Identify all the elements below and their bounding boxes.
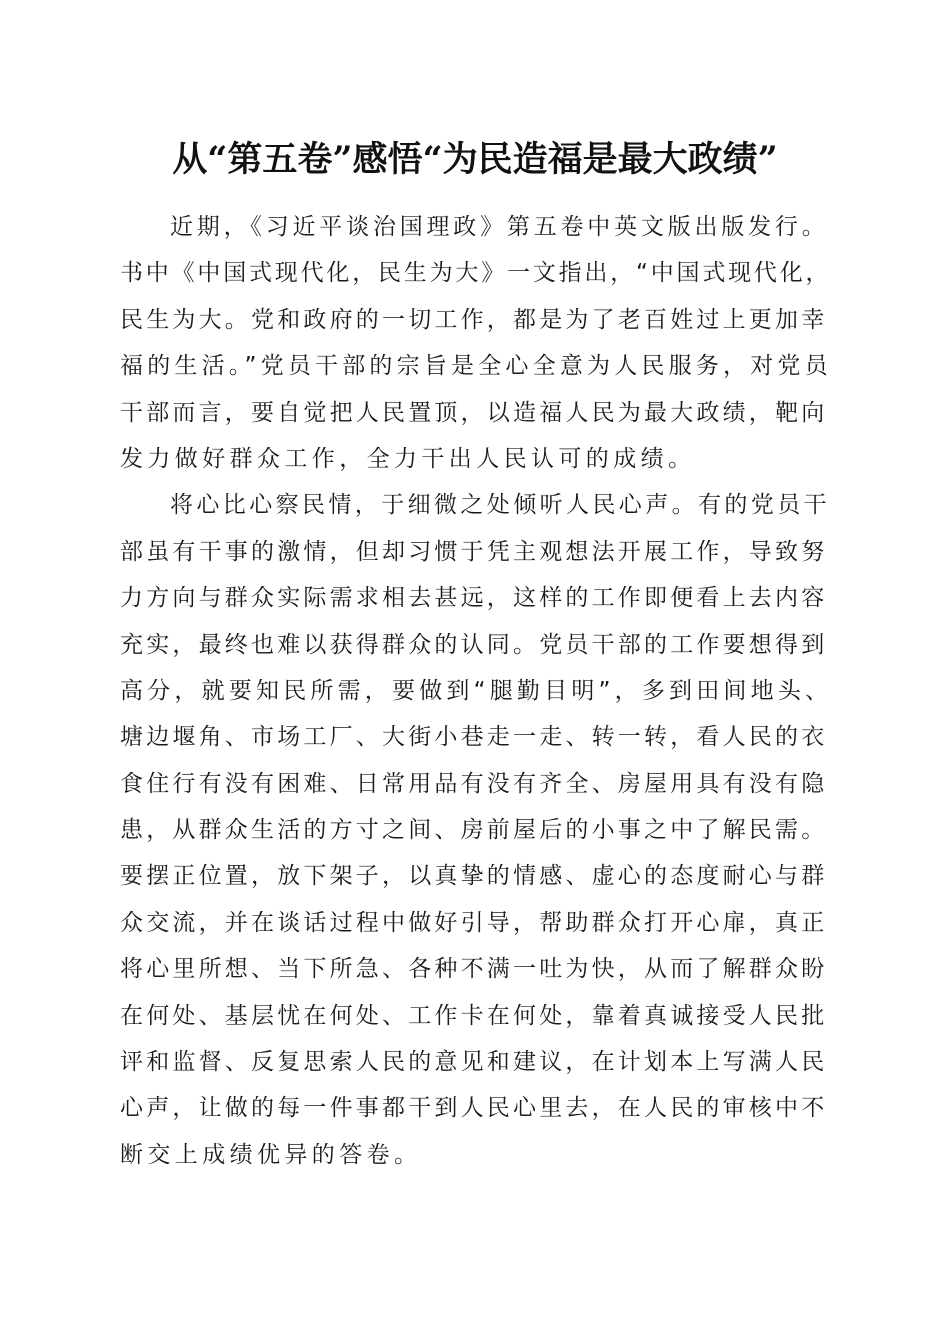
text-line: 将心比心察民情，于细微之处倾听人民心声。有的党员干 bbox=[170, 492, 830, 519]
text-line: 近期，《习近平谈治国理政》第五卷中英文版出版发行。 bbox=[170, 214, 829, 240]
text-line: 将心里所想、当下所急、各种不满一吐为快，从而了解群众盼 bbox=[120, 956, 828, 983]
text-line: 食住行有没有困难、日常用品有没有齐全、房屋用具有没有隐 bbox=[120, 770, 828, 797]
text-line: 力方向与群众实际需求相去甚远，这样的工作即便看上去内容 bbox=[120, 585, 828, 612]
text-line: 充实，最终也难以获得群众的认同。党员干部的工作要想得到 bbox=[120, 631, 828, 658]
paragraph-1 bbox=[120, 204, 832, 482]
page-title: 从“第五卷”感悟“为民造福是最大政绩” bbox=[172, 139, 778, 180]
text-line: 众交流，并在谈话过程中做好引导，帮助群众打开心扉，真正 bbox=[120, 909, 828, 936]
text-line: 断交上成绩优异的答卷。 bbox=[120, 1141, 422, 1168]
article-body bbox=[120, 204, 832, 1178]
text-line: 书中《中国式现代化，民生为大》一文指出，“中国式现代化， bbox=[120, 260, 832, 287]
text-line: 在何处、基层忧在何处、工作卡在何处，靠着真诚接受人民批 bbox=[120, 1002, 828, 1029]
text-line: 福的生活。”党员干部的宗旨是全心全意为人民服务，对党员 bbox=[120, 353, 832, 380]
text-line: 评和监督、反复思索人民的意见和建议，在计划本上写满人民 bbox=[120, 1049, 828, 1076]
text-line: 干部而言，要自觉把人民置顶，以造福人民为最大政绩，靶向 bbox=[120, 399, 828, 426]
text-line: 发力做好群众工作，全力干出人民认可的成绩。 bbox=[120, 445, 696, 472]
text-line: 高分，就要知民所需，要做到“腿勤目明”，多到田间地头、 bbox=[120, 677, 833, 704]
text-line: 要摆正位置，放下架子，以真挚的情感、虚心的态度耐心与群 bbox=[120, 863, 828, 890]
text-line: 塘边堰角、市场工厂、大街小巷走一走、转一转，看人民的衣 bbox=[120, 724, 828, 751]
text-line: 部虽有干事的激情，但却习惯于凭主观想法开展工作，导致努 bbox=[120, 538, 828, 565]
text-line: 患，从群众生活的方寸之间、房前屋后的小事之中了解民需。 bbox=[120, 817, 828, 844]
text-line: 心声，让做的每一件事都干到人民心里去，在人民的审核中不 bbox=[120, 1095, 828, 1122]
paragraph-2 bbox=[120, 482, 832, 1178]
text-line: 民生为大。党和政府的一切工作，都是为了老百姓过上更加幸 bbox=[120, 306, 828, 333]
